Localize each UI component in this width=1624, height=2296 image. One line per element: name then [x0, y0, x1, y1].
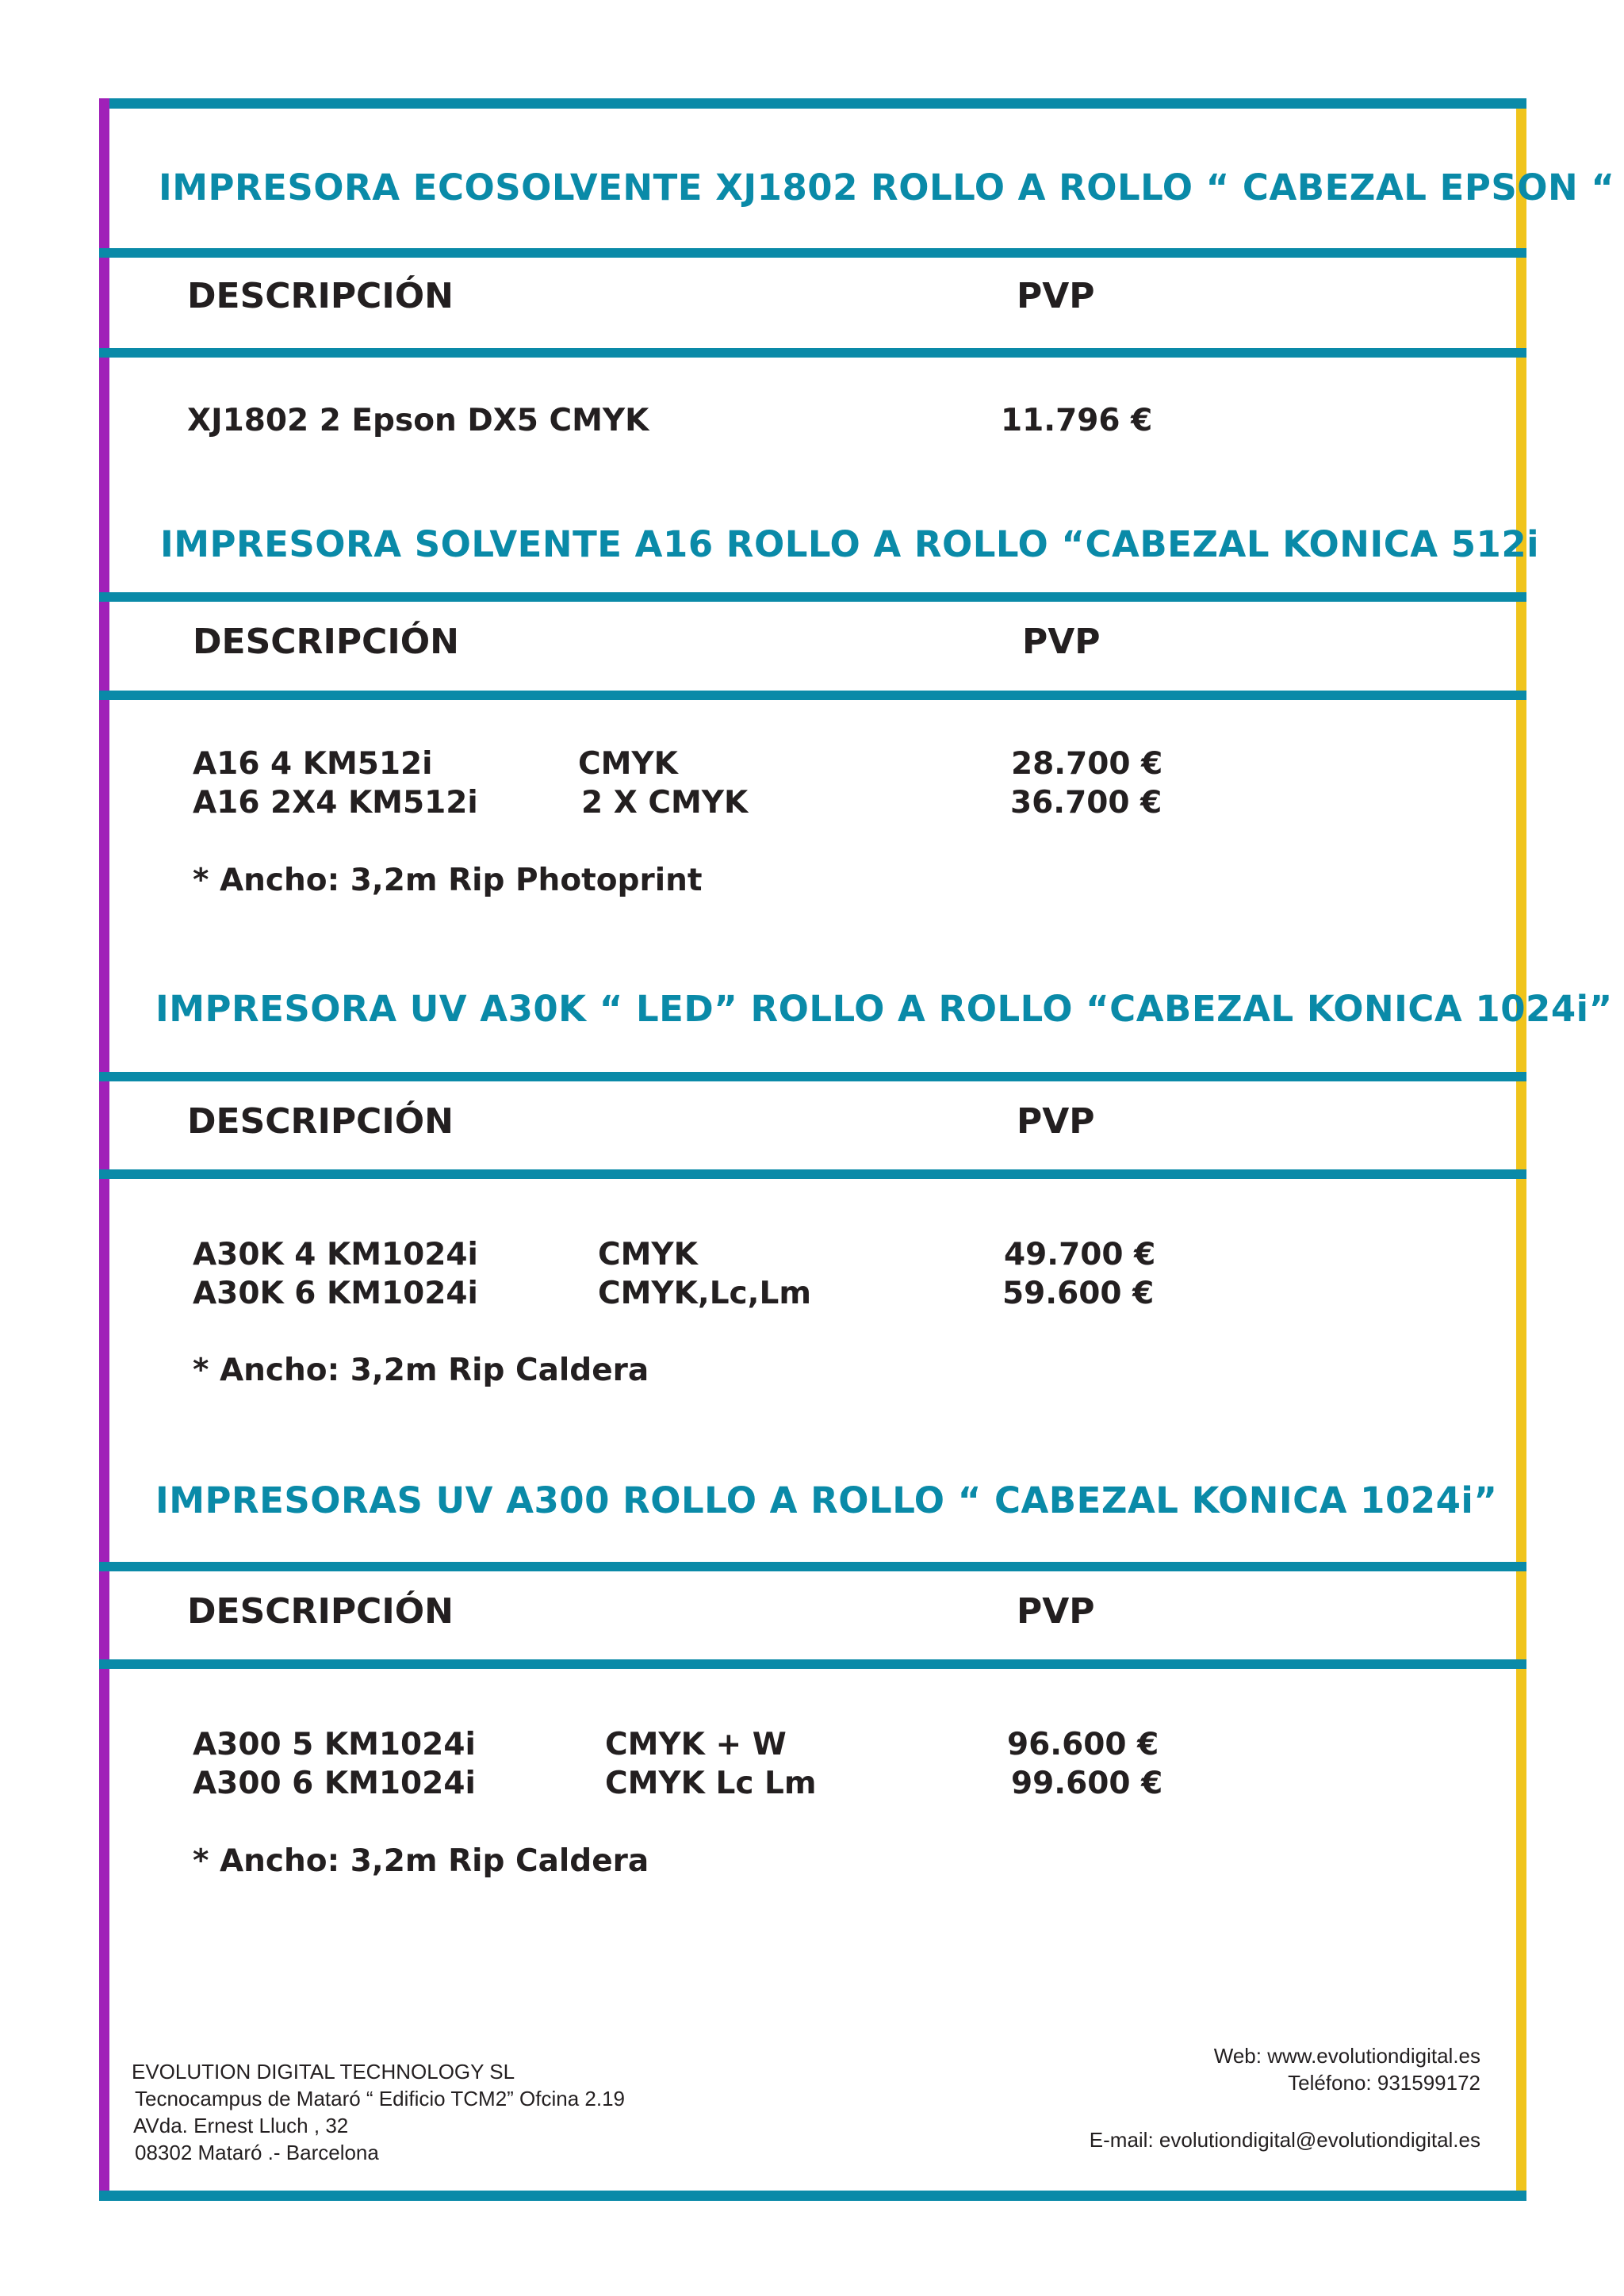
frame-bottom-border — [99, 2191, 1526, 2201]
section-note: * Ancho: 3,2m Rip Caldera — [193, 1843, 649, 1879]
row-model: A300 5 KM1024i — [193, 1727, 476, 1762]
row-config: CMYK — [578, 746, 678, 782]
table-divider — [99, 1072, 1526, 1081]
column-header-description: DESCRIPCIÓN — [187, 1101, 454, 1142]
footer-address-line: Tecnocampus de Mataró “ Edificio TCM2” Ofcina 2.19 — [135, 2087, 626, 2110]
frame-right-border — [1516, 109, 1526, 2191]
row-price: 11.796 € — [1001, 403, 1153, 438]
table-divider — [99, 691, 1526, 700]
column-header-price: PVP — [1017, 276, 1095, 316]
table-divider — [99, 1169, 1526, 1179]
column-header-description: DESCRIPCIÓN — [187, 276, 454, 316]
row-price: 96.600 € — [1007, 1727, 1159, 1762]
row-price: 36.700 € — [1010, 785, 1162, 821]
row-price: 49.700 € — [1004, 1237, 1156, 1272]
column-header-price: PVP — [1017, 1591, 1095, 1632]
row-model: XJ1802 2 Epson DX5 CMYK — [187, 403, 649, 438]
column-header-description: DESCRIPCIÓN — [193, 622, 459, 662]
section-title: IMPRESORAS UV A300 ROLLO A ROLLO “ CABEZAL KONICA 1024i” — [155, 1479, 1498, 1521]
row-model: A16 4 KM512i — [193, 746, 433, 782]
column-header-price: PVP — [1022, 622, 1101, 662]
footer-phone: Teléfono: 931599172 — [1288, 2071, 1480, 2095]
frame-left-border — [99, 98, 109, 2201]
row-price: 28.700 € — [1011, 746, 1163, 782]
row-config: 2 X CMYK — [581, 785, 749, 821]
row-config: CMYK Lc Lm — [605, 1766, 817, 1801]
row-model: A300 6 KM1024i — [193, 1766, 476, 1801]
section-note: * Ancho: 3,2m Rip Caldera — [193, 1353, 649, 1388]
row-price: 99.600 € — [1011, 1766, 1163, 1801]
row-price: 59.600 € — [1002, 1276, 1155, 1311]
row-config: CMYK — [598, 1237, 698, 1272]
frame-top-border — [99, 98, 1526, 109]
row-model: A30K 4 KM1024i — [193, 1237, 478, 1272]
section-title: IMPRESORA UV A30K “ LED” ROLLO A ROLLO “CABEZAL KONICA 1024i” — [155, 988, 1613, 1030]
table-divider — [99, 1562, 1526, 1571]
row-model: A16 2X4 KM512i — [193, 785, 478, 821]
section-title: IMPRESORA SOLVENTE A16 ROLLO A ROLLO “CABEZAL KONICA 512i — [160, 523, 1540, 565]
footer-web[interactable]: Web: www.evolutiondigital.es — [1213, 2044, 1480, 2068]
footer-email[interactable]: E-mail: evolutiondigital@evolutiondigital.es — [1089, 2128, 1480, 2152]
row-config: CMYK,Lc,Lm — [598, 1276, 811, 1311]
table-divider — [99, 348, 1526, 358]
column-header-description: DESCRIPCIÓN — [187, 1591, 454, 1632]
footer-company: EVOLUTION DIGITAL TECHNOLOGY SL — [132, 2060, 515, 2084]
footer-address-line: 08302 Mataró .- Barcelona — [135, 2141, 379, 2164]
row-model: A30K 6 KM1024i — [193, 1276, 478, 1311]
section-note: * Ancho: 3,2m Rip Photoprint — [193, 863, 703, 898]
footer-address-line: AVda. Ernest Lluch , 32 — [133, 2114, 349, 2137]
table-divider — [99, 1659, 1526, 1669]
column-header-price: PVP — [1017, 1101, 1095, 1142]
table-divider — [99, 592, 1526, 602]
section-title: IMPRESORA ECOSOLVENTE XJ1802 ROLLO A ROLLO “ CABEZAL EPSON “ — [159, 166, 1615, 209]
row-config: CMYK + W — [605, 1727, 787, 1762]
table-divider — [99, 248, 1526, 258]
